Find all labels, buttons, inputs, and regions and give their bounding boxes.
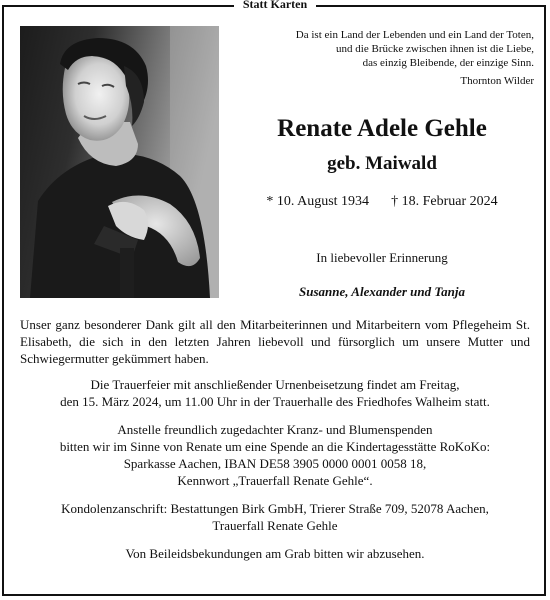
- donation-line: Anstelle freundlich zugedachter Kranz- und Blumenspenden: [117, 422, 433, 437]
- quote-author: Thornton Wilder: [460, 75, 534, 87]
- header-label-text: Statt Karten: [234, 0, 316, 11]
- condolence-line: Trauerfall Renate Gehle: [212, 518, 338, 533]
- portrait-photo: [20, 26, 219, 298]
- donation-line: Sparkasse Aachen, IBAN DE58 3905 0000 0001 0058 18,: [123, 456, 427, 471]
- death-date: † 18. Februar 2024: [391, 194, 498, 209]
- quote-line: das einzig Bleibende, der einzige Sinn.: [362, 57, 534, 69]
- closing-line: Von Beileidsbekundungen am Grab bitten wir abzusehen.: [125, 546, 425, 561]
- quote-line: Da ist ein Land der Lebenden und ein Land der Toten,: [295, 29, 534, 41]
- ceremony-line: Die Trauerfeier mit anschließender Urnenbeisetzung findet am Freitag,: [90, 377, 460, 392]
- header-label: [0, 0, 550, 12]
- quote-block: [234, 28, 534, 88]
- quote-line: und die Brücke zwischen ihnen ist die Liebe,: [336, 43, 534, 55]
- mourners-names: Susanne, Alexander und Tanja: [299, 284, 465, 299]
- notice-body: [20, 316, 530, 562]
- thanks-paragraph: Unser ganz besonderer Dank gilt all den Mitarbeiterinnen und Mitarbeitern vom Pflegeheim St. Elisabeth, die sich in den letzten Jahren liebevoll und fürsorglich um unsere Mutter und Schwiegermutter gekümmert haben.: [20, 317, 530, 366]
- ceremony-line: den 15. März 2024, um 11.00 Uhr in der Trauerhalle des Friedhofes Walheim statt.: [60, 394, 490, 409]
- donation-line: Kennwort „Trauerfall Renate Gehle“.: [177, 473, 373, 488]
- portrait-image: [20, 26, 219, 298]
- memory-line: In liebevoller Erinnerung: [316, 250, 448, 265]
- life-dates: [228, 193, 536, 211]
- condolence-line: Kondolenzanschrift: Bestattungen Birk GmbH, Trierer Straße 709, 52078 Aachen,: [61, 501, 489, 516]
- donation-line: bitten wir im Sinne von Renate um eine Spende an die Kindertagesstätte RoKoKo:: [59, 439, 491, 454]
- deceased-name: Renate Adele Gehle: [277, 115, 487, 142]
- maiden-name: geb. Maiwald: [327, 153, 437, 174]
- birth-date: * 10. August 1934: [266, 194, 370, 209]
